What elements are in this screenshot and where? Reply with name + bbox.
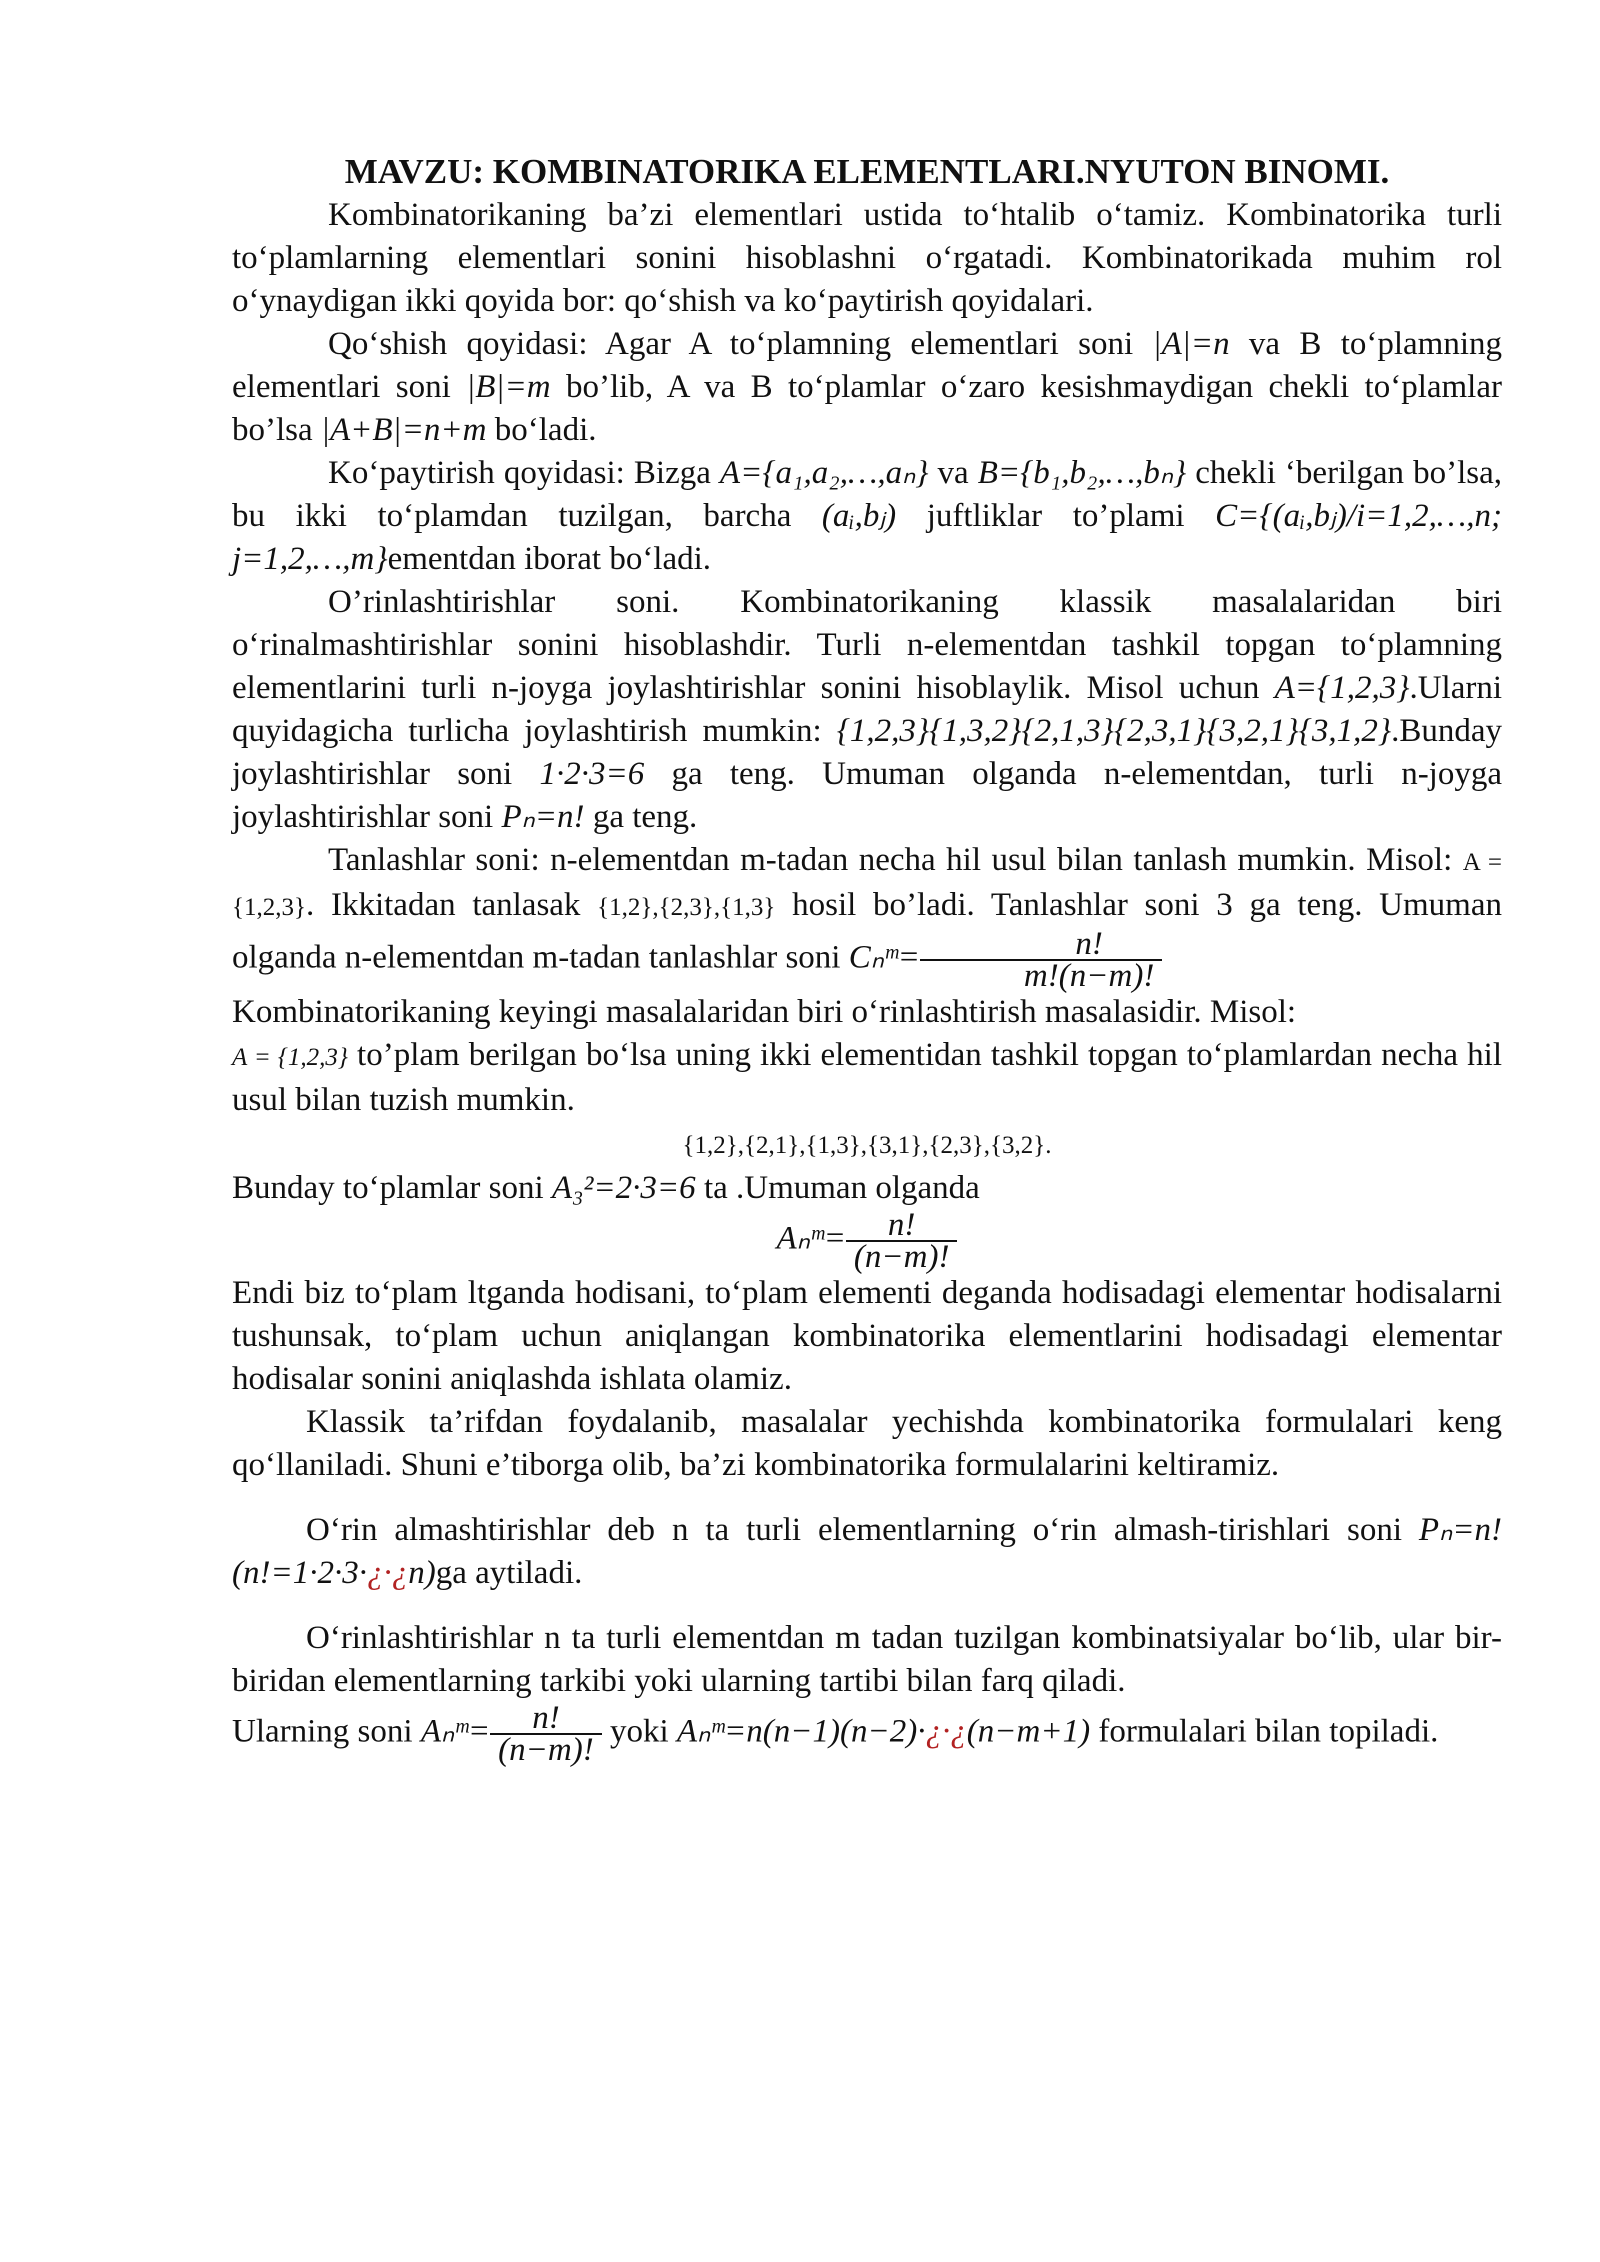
formula-display	[232, 1207, 1502, 1275]
text: O‘rinlashtirishlar n ta turli elementdan m tadan tuzilgan kombinatsiyalar bo‘lib, ular bir-biridan elementlarning tarkibi yoki ularning tartibi bilan farq qiladi.	[232, 1620, 1502, 1699]
formula: n)	[408, 1555, 436, 1591]
formula: A={1,2,3}	[1274, 670, 1410, 706]
text: bo‘ladi.	[486, 412, 597, 448]
text: juftliklar to’plami	[896, 498, 1216, 534]
denominator: m!(n−m)!	[920, 959, 1162, 991]
paragraph-permutation-def	[232, 1509, 1502, 1595]
formula: |A+B|=n+m	[320, 412, 487, 448]
formula-error: ¿·¿	[367, 1555, 409, 1591]
formula: |B|=m	[466, 369, 551, 405]
paragraph-intro: Kombinatorikaning ba’zi elementlari ustida to‘htalib o‘tamiz. Kombinatorika turli to‘plamlarning elementlari sonini hisoblashni o‘rgatadi. Kombinatorikada muhim rol o‘ynaydigan ikki qoyida bor: qo‘shish va ko‘paytirish qoyidalari.	[232, 197, 1502, 319]
text: chekli ‘berilgan bo’lsa, bu ikki to‘plamdan tuzilgan, barcha	[232, 455, 1502, 534]
text: Ko‘paytirish qoyidasi: Bizga	[328, 455, 720, 491]
fraction	[846, 1207, 958, 1275]
formula: 1·2·3=6	[539, 756, 645, 792]
text: va	[928, 455, 978, 491]
formula: {1,2},{2,3},{1,3}	[597, 894, 776, 921]
paragraph-combinations	[232, 839, 1502, 994]
formula: Cₙᵐ=	[848, 939, 920, 976]
spacer	[232, 1595, 1502, 1617]
text: ga teng.	[584, 799, 698, 835]
text: yoki	[601, 1713, 677, 1750]
text: ementdan iborat bo‘ladi.	[387, 541, 712, 577]
formula: A={a₁,a₂,…,aₙ}	[719, 455, 929, 491]
formula: (aᵢ,bⱼ)	[821, 498, 897, 534]
formula: A = {1,2,3}	[232, 849, 1502, 921]
paragraph-events: Endi biz to‘plam ltganda hodisani, to‘plam elementi deganda hodisadagi elementar hodisalarni tushunsak, to‘plam uchun aniqlangan kombinatorika elementlarini hodisadagi elementar hodisalar sonini aniqlashda ishlata olamiz.	[232, 1275, 1502, 1397]
paragraph-arrangements: Kombinatorikaning keyingi masalalaridan biri o‘rinlashtirish masalasidir. Misol:	[232, 994, 1297, 1030]
paragraph-arrangement-formulas	[232, 1700, 1502, 1768]
formula: Aₙᵐ=	[776, 1220, 846, 1257]
formula-line	[232, 1122, 1502, 1167]
text: to’plam berilgan bo‘lsa uning ikki elementidan tashkil topgan to‘plamlardan necha hil usul bilan tuzish mumkin.	[232, 1037, 1503, 1118]
text: Bunday to‘plamlar soni	[232, 1170, 552, 1206]
paragraph-classic: Klassik ta’rifdan foydalanib, masalalar yechishda kombinatorika formulalari keng qo‘llaniladi. Shuni e’tiborga olib, ba’zi kombinatorika formulalarini keltiramiz.	[232, 1404, 1502, 1483]
fraction	[490, 1700, 602, 1768]
paragraph-count	[232, 1167, 1502, 1210]
text: Qo‘shish qoyidasi: Agar A to‘plamning elementlari soni	[328, 326, 1153, 362]
paragraph-example	[232, 1034, 1502, 1122]
formula: A₃²=2·3=6	[551, 1170, 696, 1206]
document-page	[232, 150, 1503, 1768]
formula: Pₙ=n!	[501, 799, 585, 835]
formula: Pₙ=n!(n!=1·2·3·	[232, 1512, 1502, 1591]
text: ta .Umuman olganda	[695, 1170, 980, 1206]
page-title: MAVZU: KOMBINATORIKA ELEMENTLARI.NYUTON BINOMI.	[344, 152, 1390, 191]
formula: Aₙᵐ=	[420, 1713, 491, 1750]
text: .Bunday joylashtirishlar soni	[232, 713, 1502, 792]
denominator: (n−m)!	[846, 1240, 958, 1272]
formula: {1,2},{2,1},{1,3},{3,1},{2,3},{3,2}.	[682, 1132, 1052, 1159]
formula-error: ¿·¿	[925, 1713, 967, 1750]
numerator: n!	[532, 1700, 560, 1736]
formula: B={b₁,b₂,…,bₙ}	[977, 455, 1187, 491]
formula: C={(aᵢ,bⱼ)/i=1,2,…,n; j=1,2,…,m}	[232, 498, 1502, 577]
text: ga teng. Umuman olganda n-elementdan, turli n-joyga joylashtirishlar soni	[232, 756, 1502, 835]
text: Tanlashlar soni: n-elementdan m-tadan necha hil usul bilan tanlash mumkin. Misol:	[328, 842, 1463, 878]
paragraph-arrangement-def	[232, 1617, 1502, 1703]
text: ga aytiladi.	[435, 1555, 583, 1591]
paragraph-multiplication-rule	[232, 452, 1502, 581]
text: . Ikkitadan tanlasak	[306, 887, 598, 923]
text: hosil bo’ladi. Tanlashlar soni 3 ga teng. Umuman olganda n-elementdan m-tadan tanlashlar soni	[232, 887, 1502, 976]
denominator: (n−m)!	[490, 1733, 602, 1765]
text: O‘rin almashtirishlar deb n ta turli elementlarning o‘rin almash-tirishlari soni	[306, 1512, 1419, 1548]
fraction	[920, 926, 1162, 994]
text: bo’lib, A va B to‘plamlar o‘zaro kesishmaydigan chekli to‘plamlar bo’lsa	[232, 369, 1502, 448]
text: .Ularni quyidagicha turlicha joylashtirish mumkin:	[232, 670, 1502, 749]
formula: A = {1,2,3}	[232, 1044, 348, 1071]
formula: Aₙᵐ=n(n−1)(n−2)·	[676, 1713, 926, 1750]
text: Ularning soni	[232, 1713, 421, 1750]
formula: {1,2,3}{1,3,2}{2,1,3}{2,3,1}{3,2,1}{3,1,2}	[836, 713, 1392, 749]
text: O’rinlashtirishlar soni. Kombinatorikaning klassik masalalaridan biri o‘rinalmashtirishlar sonini hisoblashdir. Turli n-elementdan tashkil topgan to‘plamning elementlarini turli n-joyga joylashtirishlar sonini hisoblaylik. Misol uchun	[232, 584, 1502, 706]
text: formulalari bilan topiladi.	[1090, 1713, 1439, 1750]
formula: |A|=n	[1152, 326, 1230, 362]
formula: (n−m+1)	[966, 1713, 1091, 1750]
paragraph-permutations	[232, 581, 1502, 839]
numerator: n!	[1075, 926, 1103, 962]
paragraph-addition-rule	[232, 323, 1502, 452]
numerator: n!	[887, 1207, 916, 1243]
spacer	[232, 1487, 1502, 1509]
text: va B to‘plamning elementlari soni	[232, 326, 1503, 405]
